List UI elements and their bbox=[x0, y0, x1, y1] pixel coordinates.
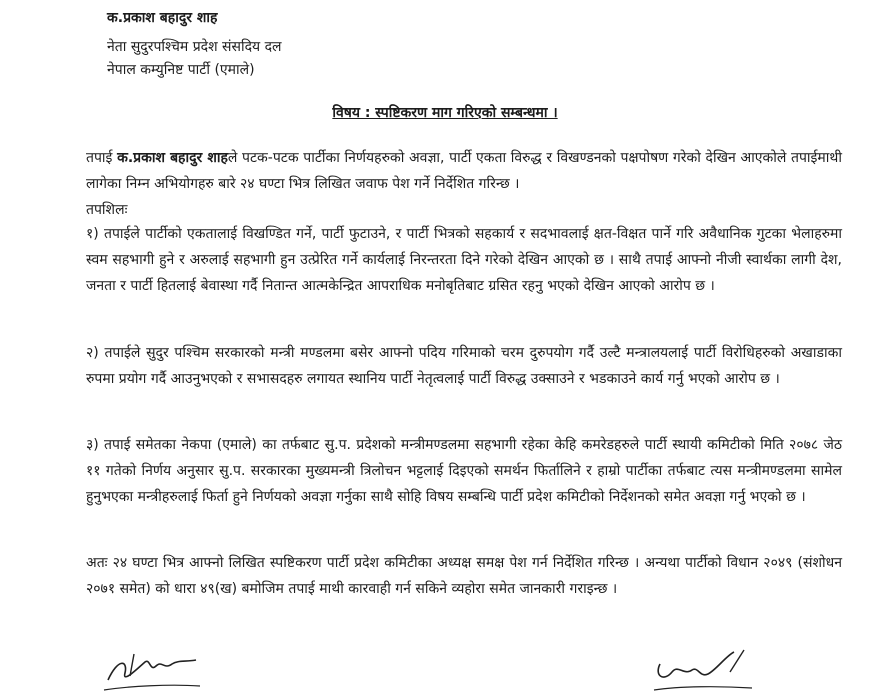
signature-left bbox=[100, 640, 210, 700]
point-2: २) तपाईले सुदुर पश्चिम सरकारको मन्त्री मण्डलमा बसेर आफ्नो पदिय गरिमाको चरम दुरुपयोग गर्दै उल्टै मन्त्रालयलाई पार्टी विरोधिहरुको अखाडाका रुपमा प्रयोग गर्दै आउनुभएको र सभासदहरु लगायत स्थानिय पार्टी नेतृत्वलाई पार्टी विरुद्ध उक्साउने र भडकाउने कार्य गर्नु भएको आरोप छ । bbox=[86, 345, 842, 387]
intro-text: ले पटक-पटक पार्टीका निर्णयहरुको अवज्ञा, पार्टी एकता विरुद्ध र विखण्डनको पक्षपोषण गरेको देखिन आएकोले तपाईमाथी लागेका निम्न अभियोगहरु बारे २४ घण्टा भित्र लिखित जवाफ पेश गर्ने निर्देशित गरिन्छ । bbox=[86, 150, 843, 192]
recipient-title: नेता सुदुरपश्चिम प्रदेश संसदिय दल bbox=[107, 39, 282, 55]
letter-subject: विषय : स्पष्टिकरण माग गरिएको सम्बन्धमा । bbox=[332, 105, 558, 121]
intro-name: क.प्रकाश बहादुर शाह bbox=[117, 150, 228, 166]
point-1: १) तपाईले पार्टीको एकतालाई विखण्डित गर्ने, पार्टी फुटाउने, र पार्टी भित्रको सहकार्य र सदभावलाई क्षत-विक्षत पार्ने गरि अवैधानिक गुटका भेलाहरुमा स्वम सहभागी हुने र अरुलाई सहभागी हुन उत्प्रेरित गर्ने कार्यलाई निरन्तरता दिने गरेको देखिन आएको छ । साथै तपाई आफ्नो नीजी स्वार्थका लागी देश, जनता र पार्टी हितलाई बेवास्था गर्दै नितान्त आत्मकेन्द्रित आपराधिक मनोबृतिबाट ग्रसित रहनु भएको देखिन आएको आरोप छ । bbox=[86, 226, 842, 294]
details-label: तपशिलः bbox=[86, 202, 128, 218]
closing-paragraph: अतः २४ घण्टा भित्र आफ्नो लिखित स्पष्टिकरण पार्टी प्रदेश कमिटीका अध्यक्ष समक्ष पेश गर्न निर्देशित गरिन्छ । अन्यथा पार्टीको विधान २०४९ (संशोधन २०७१ समेत) को धारा ४९(ख) बमोजिम तपाई माथी कारवाही गर्न सकिने व्यहोरा समेत जानकारी गराइन्छ । bbox=[86, 555, 842, 597]
signature-right bbox=[640, 642, 760, 700]
recipient-party: नेपाल कम्युनिष्ट पार्टी (एमाले) bbox=[107, 62, 255, 78]
intro-prefix: तपाई bbox=[86, 150, 118, 166]
intro-paragraph bbox=[86, 145, 842, 223]
point-3: ३) तपाई समेतका नेकपा (एमाले) का तर्फबाट सु.प. प्रदेशको मन्त्रीमण्डलमा सहभागी रहेका केहि कमरेडहरुले पार्टी स्थायी कमिटीको मिति २०७८ जेठ ११ गतेको निर्णय अनुसार सु.प. सरकारका मुख्यमन्त्री त्रिलोचन भट्टलाई दिइएको समर्थन फिर्तालिने र हाम्रो पार्टीका तर्फबाट त्यस मन्त्रीमण्डलमा सामेल हुनुभएका मन्त्रीहरुलाई फिर्ता हुने निर्णयको अवज्ञा गर्नुका साथै सोहि विषय सम्बन्धि पार्टी प्रदेश कमिटीको निर्देशनको समेत अवज्ञा गर्नु भएको छ । bbox=[86, 437, 842, 505]
recipient-name: क.प्रकाश बहादुर शाह bbox=[107, 10, 218, 26]
